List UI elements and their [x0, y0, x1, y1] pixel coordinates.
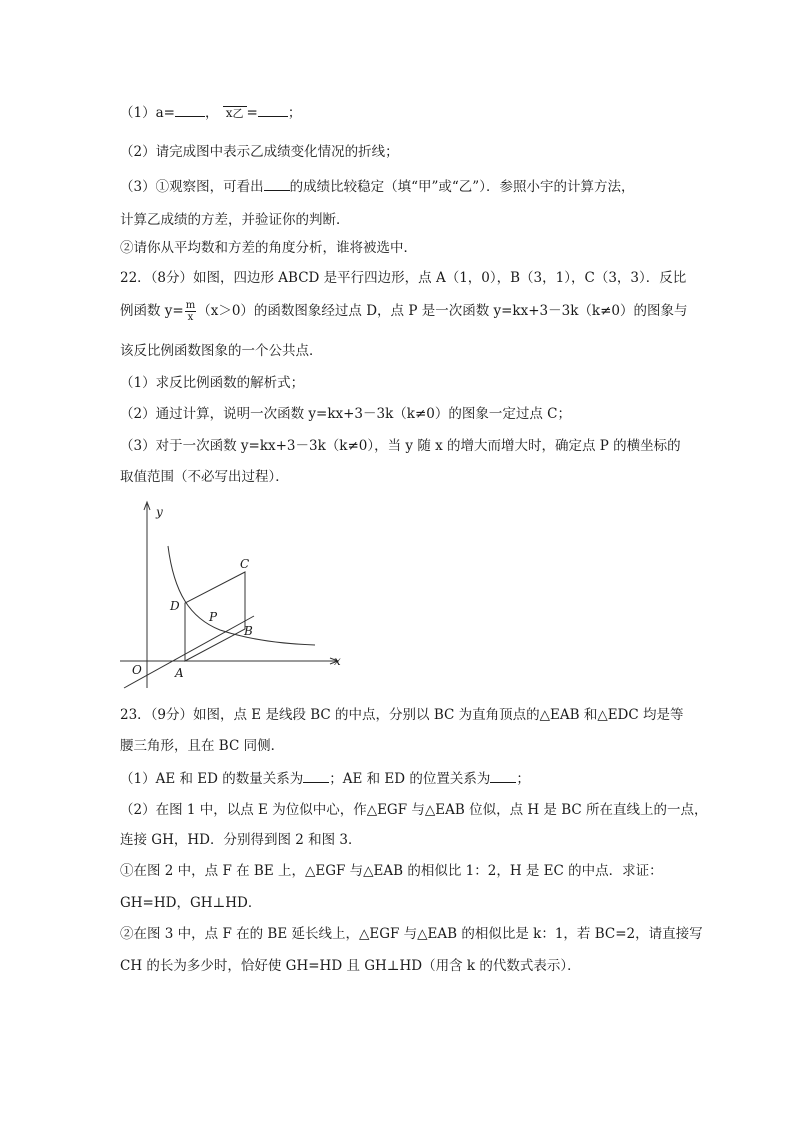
q23-line2: 腰三角形，且在 BC 同侧． — [120, 738, 285, 754]
q21-part3-line3: ②请你从平均数和方差的角度分析，谁将被选中． — [120, 240, 417, 256]
x-bar: x乙 — [223, 106, 247, 120]
label-a: A — [175, 666, 184, 680]
line-through-p — [124, 616, 254, 688]
q21-part3-line1: （3）①观察图，可看出 的成绩比较稳定（填“甲”或“乙”）．参照小宇的计算方法， — [120, 179, 635, 195]
q23-part2-line1: （2）在图 1 中，以点 E 为位似中心，作△EGF 与△EAB 位似，点 H 是 BC 所在直线上的一点， — [120, 802, 708, 818]
q22-line2: 例函数 y= $\frac{m}{x}$ （x＞0）的函数图象经过点 D，点 P 是一次函数 y=kx+3－3k（k≠0）的图象与 — [120, 300, 688, 323]
q23-sub1-line1: ①在图 2 中，点 F 在 BE 上，△EGF 与△EAB 的相似比 1：2，H 是 EC 的中点．求证： — [120, 863, 663, 879]
q21-part1: （1）a= ， x乙 = ； — [120, 105, 302, 121]
q23-sub2-line1: ②在图 3 中，点 F 在的 BE 延长线上，△EGF 与△EAB 的相似比是 k：1，若 BC=2，请直接写 — [120, 926, 703, 942]
label-d: D — [170, 599, 180, 613]
q22-part1: （1）求反比例函数的解析式； — [120, 375, 305, 391]
q21-part1-a-label: （1）a= — [120, 105, 175, 121]
q22-line1: 22．（8分）如图，四边形 ABCD 是平行四边形，点 A（1，0），B（3，1），C（3，3）．反比 — [120, 270, 687, 286]
q23-sub1-line2: GH=HD，GH⊥HD． — [120, 895, 262, 911]
q22-coordinate-figure — [110, 498, 360, 698]
label-x: x — [334, 654, 341, 668]
answer-blank — [490, 770, 516, 783]
answer-blank — [303, 770, 329, 783]
answer-blank — [175, 104, 205, 117]
q22-part3-line2: 取值范围（不必写出过程）． — [120, 469, 289, 485]
label-y: y — [156, 505, 163, 519]
label-p: P — [209, 610, 218, 624]
label-b: B — [244, 624, 253, 638]
label-c: C — [240, 557, 250, 571]
answer-blank — [258, 104, 288, 117]
q21-part3-line2: 计算乙成绩的方差，并验证你的判断． — [120, 212, 350, 228]
answer-blank — [264, 178, 290, 191]
q21-part2: （2）请完成图中表示乙成绩变化情况的折线； — [120, 144, 399, 160]
q23-part1: （1）AE 和 ED 的数量关系为 ；AE 和 ED 的位置关系为 ； — [120, 771, 530, 787]
q23-line1: 23．（9分）如图，点 E 是线段 BC 的中点，分别以 BC 为直角顶点的△EAB 和△EDC 均是等 — [120, 707, 684, 723]
q22-part2: （2）通过计算，说明一次函数 y=kx+3－3k（k≠0）的图象一定过点 C； — [120, 406, 571, 422]
q23-sub2-line2: CH 的长为多少时，恰好使 GH=HD 且 GH⊥HD（用含 k 的代数式表示）． — [120, 958, 581, 974]
label-o: O — [132, 663, 142, 677]
q22-line3: 该反比例函数图象的一个公共点． — [120, 343, 323, 359]
fraction-m-over-x: $\frac{m}{x}$ — [185, 300, 196, 323]
q22-part3-line1: （3）对于一次函数 y=kx+3－3k（k≠0），当 y 随 x 的增大而增大时，确定点 P 的横坐标的 — [120, 438, 681, 454]
q23-part2-line2: 连接 GH，HD．分别得到图 2 和图 3． — [120, 832, 362, 848]
